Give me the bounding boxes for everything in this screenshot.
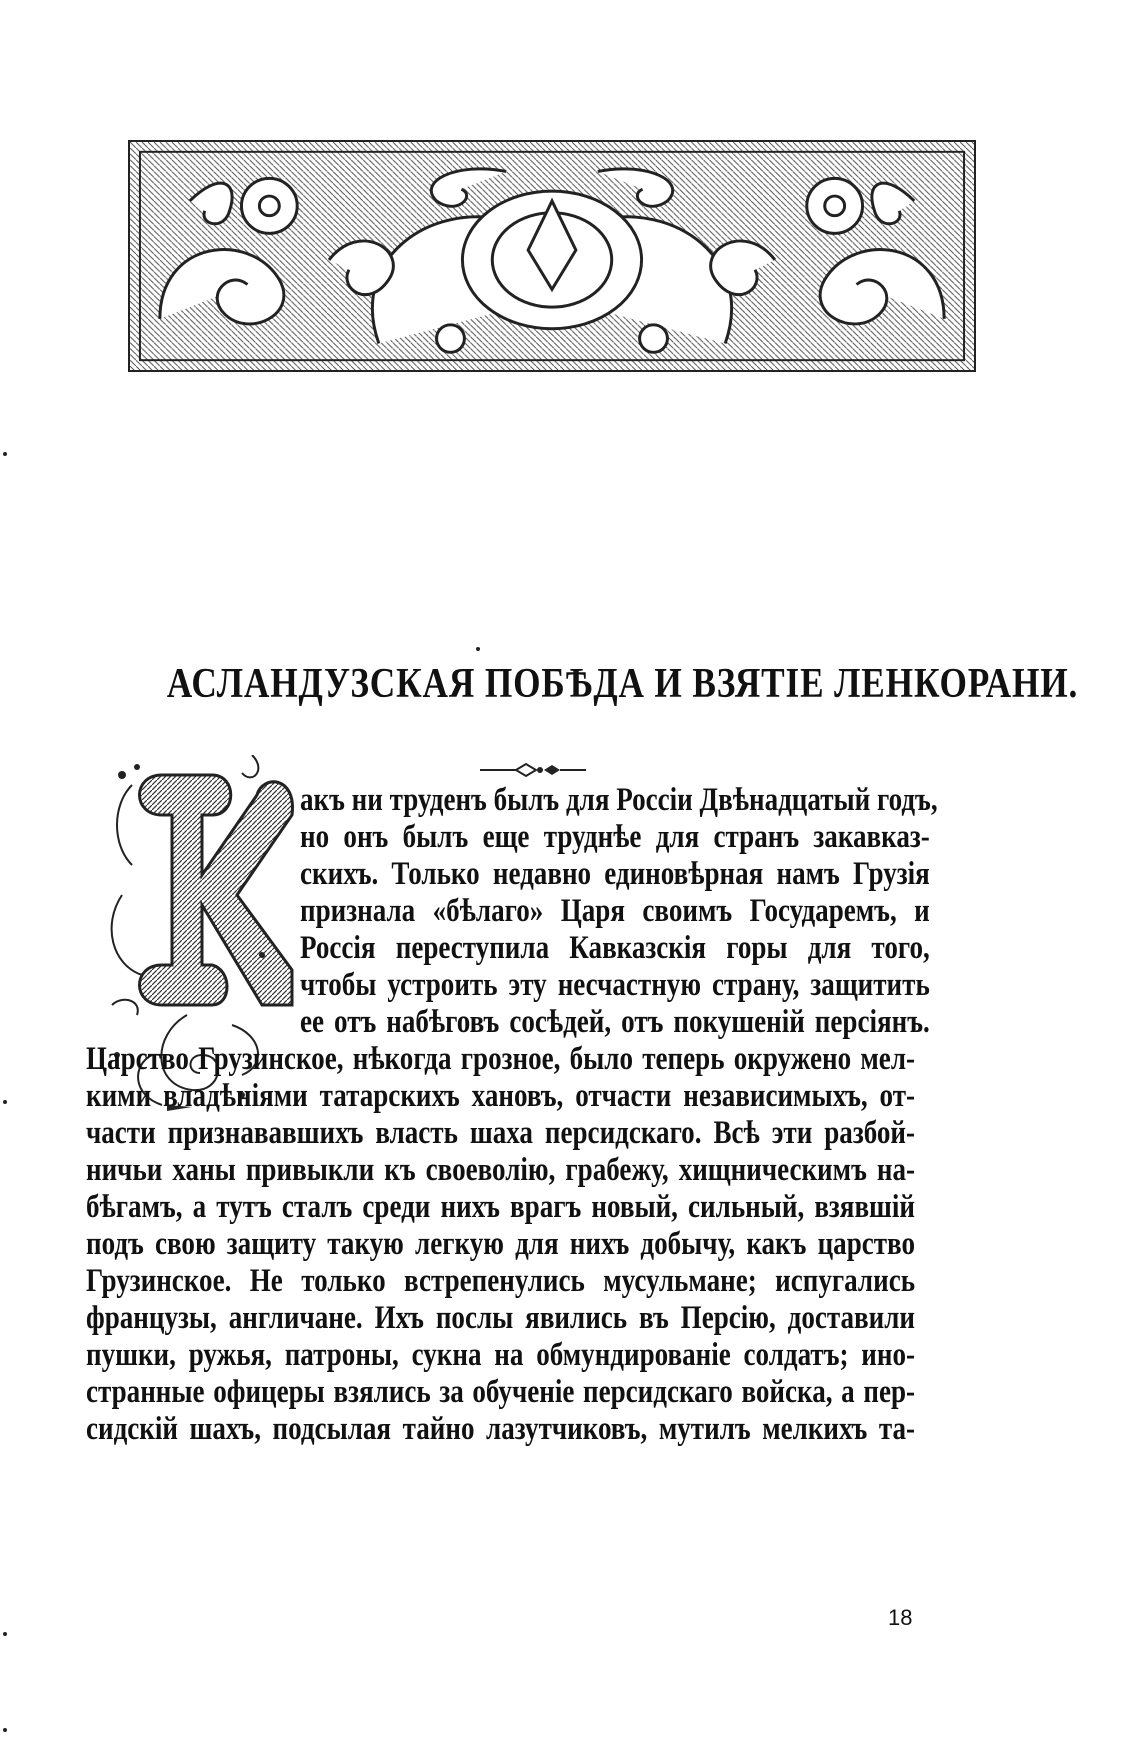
body-text-line: Россія переступила Кавказскія горы для того, <box>300 930 930 966</box>
body-text-line: но онъ былъ еще труднѣе для странъ закавказ- <box>300 819 930 855</box>
body-text-line: акъ ни труденъ былъ для Россіи Двѣнадцатый годъ, <box>300 782 938 818</box>
print-speck <box>3 1632 7 1636</box>
body-text-line: сидскій шахъ, подсылая тайно лазутчиковъ, мутилъ мелкихъ та- <box>86 1411 916 1447</box>
body-text-line: части признававшихъ власть шаха персидскаго. Всѣ эти разбой- <box>86 1115 916 1151</box>
body-text-line: Царство Грузинское, нѣкогда грозное, было теперь окружено мел- <box>86 1041 916 1077</box>
print-speck <box>3 1728 7 1732</box>
body-text-line: бѣгамъ, а тутъ сталъ среди нихъ врагъ новый, сильный, взявшій <box>86 1189 916 1225</box>
body-text-line: Грузинское. Не только встрепенулись мусульмане; испугались <box>86 1263 916 1299</box>
body-text-line: пушки, ружья, патроны, сукна на обмундированіе солдатъ; ино- <box>86 1337 916 1373</box>
body-text-line: скихъ. Только недавно единовѣрная намъ Грузія <box>300 856 930 892</box>
body-text-line: странные офицеры взялись за обученіе персидскаго войска, а пер- <box>86 1374 916 1410</box>
body-text-line: чтобы устроить эту несчастную страну, защитить <box>300 967 930 1003</box>
print-speck <box>476 647 480 651</box>
body-text-line: подъ свою защиту такую легкую для нихъ добычу, какъ царство <box>86 1226 916 1262</box>
page-title: АСЛАНДУЗСКАЯ ПОБѢДА И ВЗЯТІЕ ЛЕНКОРАНИ. <box>166 661 1079 707</box>
ornamental-divider-icon <box>478 760 588 780</box>
print-speck <box>3 1100 7 1104</box>
print-speck <box>3 452 7 456</box>
body-text-line: ничьи ханы привыкли къ своеволію, грабежу, хищническимъ на- <box>86 1152 916 1188</box>
ornamental-headpiece-icon <box>128 140 976 372</box>
body-text-line: признала «бѣлаго» Царя своимъ Государемъ, и <box>300 893 930 929</box>
body-text-line: ее отъ набѣговъ сосѣдей, отъ покушеній персіянъ. <box>300 1004 930 1040</box>
body-text-line: кими владѣніями татарскихъ хановъ, отчасти независимыхъ, от- <box>86 1078 916 1114</box>
page-number: 18 <box>888 1605 913 1630</box>
body-text-line: французы, англичане. Ихъ послы явились въ Персію, доставили <box>86 1300 916 1336</box>
